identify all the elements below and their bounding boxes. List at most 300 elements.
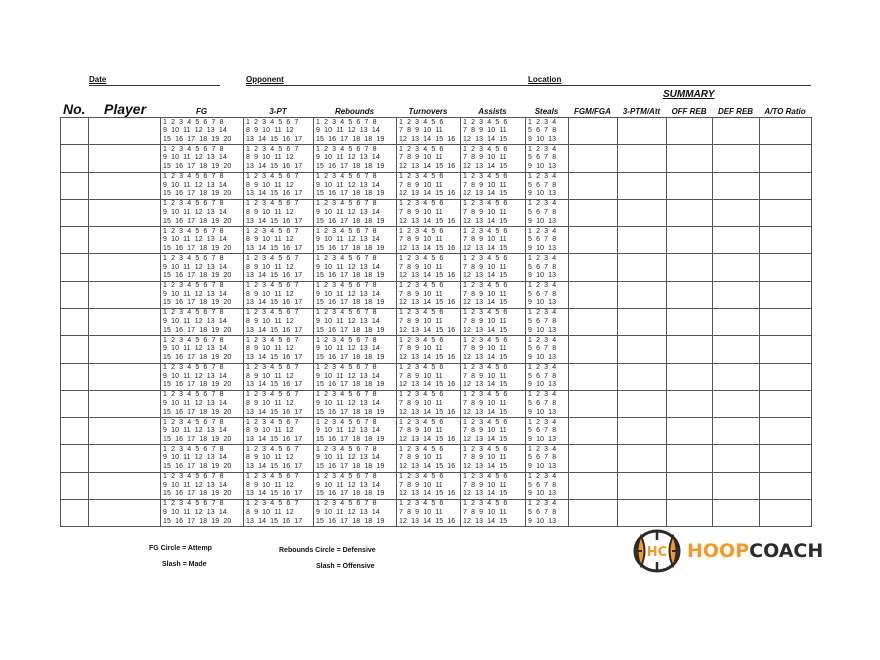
cell-rebounds[interactable] bbox=[314, 118, 397, 145]
tally-line: 13 14 15 16 17 bbox=[246, 463, 303, 471]
cell-rebounds[interactable] bbox=[314, 363, 397, 390]
cell-fgm-fga[interactable] bbox=[569, 390, 618, 417]
cell-fgm-fga[interactable] bbox=[569, 281, 618, 308]
cell-fg[interactable] bbox=[161, 172, 244, 199]
cell-3ptm-att[interactable] bbox=[618, 308, 667, 335]
cell-fg[interactable] bbox=[161, 199, 244, 226]
tally-line: 1 2 3 4 5 6 7 8 bbox=[316, 227, 377, 235]
cell-3ptm-att[interactable] bbox=[618, 336, 667, 363]
cell-no[interactable] bbox=[61, 254, 89, 281]
tally-line: 9 10 11 12 13 14 bbox=[163, 236, 227, 244]
cell-3pt[interactable] bbox=[244, 172, 314, 199]
cell-rebounds[interactable] bbox=[314, 445, 397, 472]
tally-line: 1 2 3 4 bbox=[528, 254, 557, 262]
cell-ato-ratio[interactable] bbox=[760, 254, 812, 281]
tally-line: 5 6 7 8 bbox=[528, 290, 557, 298]
cell-3ptm-att[interactable] bbox=[618, 472, 667, 499]
cell-steals[interactable] bbox=[526, 363, 569, 390]
tally-line: 1 2 3 4 5 6 7 8 bbox=[163, 445, 224, 453]
tally-line: 8 9 10 11 12 bbox=[246, 481, 294, 489]
cell-assists[interactable] bbox=[461, 118, 526, 145]
cell-def-reb[interactable] bbox=[713, 254, 760, 281]
basketball-hc-icon bbox=[632, 528, 682, 574]
cell-fg[interactable] bbox=[161, 308, 244, 335]
cell-3ptm-att[interactable] bbox=[618, 254, 667, 281]
cell-player[interactable] bbox=[89, 363, 161, 390]
cell-off-reb[interactable] bbox=[667, 418, 713, 445]
cell-3ptm-att[interactable] bbox=[618, 445, 667, 472]
cell-def-reb[interactable] bbox=[713, 281, 760, 308]
opponent-field[interactable] bbox=[246, 75, 528, 86]
cell-turnovers[interactable] bbox=[397, 281, 461, 308]
cell-3pt[interactable] bbox=[244, 363, 314, 390]
cell-no[interactable] bbox=[61, 199, 89, 226]
tally-line: 8 9 10 11 12 bbox=[246, 509, 294, 517]
cell-off-reb[interactable] bbox=[667, 445, 713, 472]
cell-off-reb[interactable] bbox=[667, 472, 713, 499]
tally-line: 9 10 11 12 13 14 bbox=[316, 345, 380, 353]
cell-fgm-fga[interactable] bbox=[569, 227, 618, 254]
tally-line: 7 8 9 10 11 bbox=[463, 481, 507, 489]
cell-3pt[interactable] bbox=[244, 445, 314, 472]
cell-ato-ratio[interactable] bbox=[760, 472, 812, 499]
cell-steals[interactable] bbox=[526, 281, 569, 308]
cell-rebounds[interactable] bbox=[314, 199, 397, 226]
tally-line: 1 2 3 4 5 6 7 8 bbox=[316, 473, 377, 481]
col-header-player: Player bbox=[104, 101, 147, 117]
cell-turnovers[interactable] bbox=[397, 308, 461, 335]
cell-steals[interactable] bbox=[526, 499, 569, 526]
cell-ato-ratio[interactable] bbox=[760, 145, 812, 172]
cell-no[interactable] bbox=[61, 418, 89, 445]
cell-steals[interactable] bbox=[526, 445, 569, 472]
cell-3pt[interactable] bbox=[244, 308, 314, 335]
cell-3pt[interactable] bbox=[244, 199, 314, 226]
cell-assists[interactable] bbox=[461, 445, 526, 472]
cell-rebounds[interactable] bbox=[314, 254, 397, 281]
tally-line: 9 10 13 bbox=[528, 353, 557, 361]
tally-line: 1 2 3 4 5 6 7 8 bbox=[163, 282, 224, 290]
location-field[interactable] bbox=[528, 75, 811, 86]
cell-fg[interactable] bbox=[161, 363, 244, 390]
cell-3ptm-att[interactable] bbox=[618, 281, 667, 308]
tally-line: 13 14 15 16 17 bbox=[246, 272, 303, 280]
tally-line: 12 13 14 15 16 bbox=[399, 299, 456, 307]
tally-line: 9 10 11 12 13 14 bbox=[163, 372, 227, 380]
tally-line: 15 16 17 18 19 20 bbox=[163, 435, 232, 443]
cell-def-reb[interactable] bbox=[713, 418, 760, 445]
date-label: Date bbox=[89, 75, 107, 84]
cell-ato-ratio[interactable] bbox=[760, 418, 812, 445]
cell-no[interactable] bbox=[61, 172, 89, 199]
tally-line: 12 13 14 15 bbox=[463, 135, 508, 143]
cell-ato-ratio[interactable] bbox=[760, 199, 812, 226]
tally-line: 13 14 15 16 17 bbox=[246, 299, 303, 307]
cell-3ptm-att[interactable] bbox=[618, 390, 667, 417]
cell-3ptm-att[interactable] bbox=[618, 199, 667, 226]
cell-fgm-fga[interactable] bbox=[569, 363, 618, 390]
cell-3pt[interactable] bbox=[244, 390, 314, 417]
cell-turnovers[interactable] bbox=[397, 445, 461, 472]
cell-def-reb[interactable] bbox=[713, 363, 760, 390]
tally-line: 13 14 15 16 17 bbox=[246, 381, 303, 389]
cell-off-reb[interactable] bbox=[667, 172, 713, 199]
tally-line: 15 16 17 18 18 19 bbox=[316, 190, 385, 198]
cell-def-reb[interactable] bbox=[713, 445, 760, 472]
cell-no[interactable] bbox=[61, 472, 89, 499]
tally-line: 8 9 10 11 12 bbox=[246, 290, 294, 298]
cell-3ptm-att[interactable] bbox=[618, 227, 667, 254]
cell-fg[interactable] bbox=[161, 336, 244, 363]
cell-off-reb[interactable] bbox=[667, 118, 713, 145]
cell-rebounds[interactable] bbox=[314, 145, 397, 172]
tally-line: 7 8 9 10 11 bbox=[399, 454, 443, 462]
tally-line: 7 8 9 10 11 bbox=[463, 399, 507, 407]
cell-turnovers[interactable] bbox=[397, 336, 461, 363]
tally-line: 1 2 3 4 5 6 7 8 bbox=[163, 418, 224, 426]
cell-off-reb[interactable] bbox=[667, 145, 713, 172]
cell-steals[interactable] bbox=[526, 254, 569, 281]
cell-steals[interactable] bbox=[526, 472, 569, 499]
cell-assists[interactable] bbox=[461, 227, 526, 254]
cell-3ptm-att[interactable] bbox=[618, 499, 667, 526]
cell-ato-ratio[interactable] bbox=[760, 499, 812, 526]
cell-off-reb[interactable] bbox=[667, 308, 713, 335]
cell-ato-ratio[interactable] bbox=[760, 172, 812, 199]
tally-line: 13 14 15 16 17 bbox=[246, 217, 303, 225]
cell-assists[interactable] bbox=[461, 363, 526, 390]
cell-turnovers[interactable] bbox=[397, 363, 461, 390]
cell-no[interactable] bbox=[61, 227, 89, 254]
tally-line: 8 9 10 11 12 bbox=[246, 236, 294, 244]
cell-steals[interactable] bbox=[526, 336, 569, 363]
cell-ato-ratio[interactable] bbox=[760, 308, 812, 335]
cell-player[interactable] bbox=[89, 308, 161, 335]
cell-turnovers[interactable] bbox=[397, 145, 461, 172]
tally-line: 1 2 3 4 bbox=[528, 282, 557, 290]
tally-line: 1 2 3 4 5 6 7 8 bbox=[316, 418, 377, 426]
cell-steals[interactable] bbox=[526, 227, 569, 254]
cell-player[interactable] bbox=[89, 472, 161, 499]
cell-player[interactable] bbox=[89, 118, 161, 145]
cell-fg[interactable] bbox=[161, 418, 244, 445]
cell-player[interactable] bbox=[89, 227, 161, 254]
cell-no[interactable] bbox=[61, 145, 89, 172]
cell-ato-ratio[interactable] bbox=[760, 118, 812, 145]
tally-line: 15 16 17 18 19 20 bbox=[163, 244, 232, 252]
cell-off-reb[interactable] bbox=[667, 281, 713, 308]
cell-fg[interactable] bbox=[161, 445, 244, 472]
cell-ato-ratio[interactable] bbox=[760, 445, 812, 472]
cell-3ptm-att[interactable] bbox=[618, 145, 667, 172]
tally-line: 9 10 11 12 13 14 bbox=[163, 127, 227, 135]
tally-line: 12 13 14 15 16 bbox=[399, 162, 456, 170]
cell-fg[interactable] bbox=[161, 472, 244, 499]
cell-assists[interactable] bbox=[461, 172, 526, 199]
cell-def-reb[interactable] bbox=[713, 145, 760, 172]
cell-player[interactable] bbox=[89, 445, 161, 472]
cell-player[interactable] bbox=[89, 499, 161, 526]
player-row bbox=[61, 199, 812, 226]
cell-no[interactable] bbox=[61, 308, 89, 335]
cell-no[interactable] bbox=[61, 118, 89, 145]
tally-line: 7 8 9 10 11 bbox=[399, 345, 443, 353]
tally-line: 9 10 13 bbox=[528, 435, 557, 443]
tally-line: 5 6 7 8 bbox=[528, 127, 557, 135]
cell-3pt[interactable] bbox=[244, 227, 314, 254]
cell-3pt[interactable] bbox=[244, 418, 314, 445]
tally-line: 9 10 11 12 13 14 bbox=[163, 427, 227, 435]
tally-line: 1 2 3 4 5 6 7 bbox=[246, 336, 299, 344]
cell-no[interactable] bbox=[61, 390, 89, 417]
tally-line: 1 2 3 4 5 6 7 bbox=[246, 418, 299, 426]
cell-3pt[interactable] bbox=[244, 281, 314, 308]
tally-line: 1 2 3 4 5 6 bbox=[463, 418, 508, 426]
player-row bbox=[61, 445, 812, 472]
cell-assists[interactable] bbox=[461, 281, 526, 308]
cell-player[interactable] bbox=[89, 199, 161, 226]
tally-line: 1 2 3 4 5 6 7 8 bbox=[316, 336, 377, 344]
cell-ato-ratio[interactable] bbox=[760, 227, 812, 254]
tally-line: 1 2 3 4 5 6 bbox=[399, 200, 444, 208]
cell-3ptm-att[interactable] bbox=[618, 363, 667, 390]
tally-line: 12 13 14 15 bbox=[463, 190, 508, 198]
cell-no[interactable] bbox=[61, 336, 89, 363]
cell-off-reb[interactable] bbox=[667, 363, 713, 390]
cell-off-reb[interactable] bbox=[667, 390, 713, 417]
cell-3ptm-att[interactable] bbox=[618, 418, 667, 445]
tally-line: 9 10 11 12 13 14 bbox=[316, 154, 380, 162]
cell-fgm-fga[interactable] bbox=[569, 445, 618, 472]
tally-line: 7 8 9 10 11 bbox=[463, 181, 507, 189]
tally-line: 1 2 3 4 5 6 bbox=[399, 418, 444, 426]
cell-player[interactable] bbox=[89, 172, 161, 199]
cell-turnovers[interactable] bbox=[397, 418, 461, 445]
tally-line: 1 2 3 4 5 6 bbox=[399, 118, 444, 126]
col-header-no: No. bbox=[63, 101, 86, 117]
cell-3pt[interactable] bbox=[244, 336, 314, 363]
cell-no[interactable] bbox=[61, 281, 89, 308]
tally-line: 9 10 11 12 13 14 bbox=[316, 372, 380, 380]
cell-ato-ratio[interactable] bbox=[760, 390, 812, 417]
cell-fgm-fga[interactable] bbox=[569, 118, 618, 145]
tally-line: 7 8 9 10 11 bbox=[463, 154, 507, 162]
cell-player[interactable] bbox=[89, 418, 161, 445]
cell-assists[interactable] bbox=[461, 336, 526, 363]
cell-fg[interactable] bbox=[161, 118, 244, 145]
cell-player[interactable] bbox=[89, 336, 161, 363]
cell-def-reb[interactable] bbox=[713, 472, 760, 499]
tally-line: 8 9 10 11 12 bbox=[246, 154, 294, 162]
cell-turnovers[interactable] bbox=[397, 199, 461, 226]
cell-fg[interactable] bbox=[161, 145, 244, 172]
tally-line: 1 2 3 4 5 6 bbox=[399, 391, 444, 399]
cell-no[interactable] bbox=[61, 363, 89, 390]
cell-3pt[interactable] bbox=[244, 472, 314, 499]
cell-off-reb[interactable] bbox=[667, 254, 713, 281]
cell-steals[interactable] bbox=[526, 308, 569, 335]
cell-player[interactable] bbox=[89, 254, 161, 281]
cell-fg[interactable] bbox=[161, 499, 244, 526]
tally-line: 9 10 11 12 13 14 bbox=[316, 236, 380, 244]
cell-fgm-fga[interactable] bbox=[569, 199, 618, 226]
cell-fgm-fga[interactable] bbox=[569, 418, 618, 445]
tally-line: 1 2 3 4 5 6 bbox=[463, 173, 508, 181]
cell-3pt[interactable] bbox=[244, 254, 314, 281]
tally-line: 12 13 14 15 16 bbox=[399, 381, 456, 389]
cell-steals[interactable] bbox=[526, 118, 569, 145]
tally-line: 13 14 15 16 17 bbox=[246, 162, 303, 170]
cell-rebounds[interactable] bbox=[314, 472, 397, 499]
cell-def-reb[interactable] bbox=[713, 499, 760, 526]
col-header-fg: FG bbox=[195, 107, 208, 116]
tally-line: 15 16 17 18 19 20 bbox=[163, 135, 232, 143]
tally-line: 8 9 10 11 12 bbox=[246, 127, 294, 135]
tally-line: 15 16 17 18 18 19 bbox=[316, 272, 385, 280]
cell-def-reb[interactable] bbox=[713, 172, 760, 199]
cell-turnovers[interactable] bbox=[397, 254, 461, 281]
cell-turnovers[interactable] bbox=[397, 390, 461, 417]
col-header-assists: Assists bbox=[478, 107, 507, 116]
opponent-label: Opponent bbox=[246, 75, 284, 84]
cell-3ptm-att[interactable] bbox=[618, 118, 667, 145]
cell-player[interactable] bbox=[89, 390, 161, 417]
tally-line: 9 10 13 bbox=[528, 299, 557, 307]
player-row bbox=[61, 472, 812, 499]
cell-fg[interactable] bbox=[161, 254, 244, 281]
tally-line: 15 16 17 18 18 19 bbox=[316, 326, 385, 334]
cell-fgm-fga[interactable] bbox=[569, 336, 618, 363]
cell-steals[interactable] bbox=[526, 199, 569, 226]
cell-def-reb[interactable] bbox=[713, 227, 760, 254]
cell-turnovers[interactable] bbox=[397, 118, 461, 145]
cell-3pt[interactable] bbox=[244, 499, 314, 526]
player-row bbox=[61, 227, 812, 254]
cell-fg[interactable] bbox=[161, 390, 244, 417]
cell-turnovers[interactable] bbox=[397, 472, 461, 499]
cell-fgm-fga[interactable] bbox=[569, 172, 618, 199]
tally-line: 1 2 3 4 5 6 bbox=[463, 145, 508, 153]
cell-def-reb[interactable] bbox=[713, 199, 760, 226]
cell-steals[interactable] bbox=[526, 390, 569, 417]
tally-line: 15 16 17 18 18 19 bbox=[316, 463, 385, 471]
cell-rebounds[interactable] bbox=[314, 390, 397, 417]
cell-rebounds[interactable] bbox=[314, 281, 397, 308]
tally-line: 1 2 3 4 bbox=[528, 364, 557, 372]
cell-player[interactable] bbox=[89, 145, 161, 172]
date-field[interactable] bbox=[89, 75, 220, 86]
tally-line: 1 2 3 4 5 6 7 bbox=[246, 227, 299, 235]
cell-off-reb[interactable] bbox=[667, 227, 713, 254]
cell-fg[interactable] bbox=[161, 227, 244, 254]
cell-3pt[interactable] bbox=[244, 118, 314, 145]
cell-no[interactable] bbox=[61, 499, 89, 526]
player-row bbox=[61, 363, 812, 390]
col-header-off-reb: OFF REB bbox=[671, 107, 707, 116]
tally-line: 1 2 3 4 5 6 bbox=[463, 282, 508, 290]
cell-steals[interactable] bbox=[526, 418, 569, 445]
tally-line: 1 2 3 4 5 6 bbox=[399, 254, 444, 262]
cell-turnovers[interactable] bbox=[397, 172, 461, 199]
cell-assists[interactable] bbox=[461, 472, 526, 499]
tally-line: 1 2 3 4 5 6 7 bbox=[246, 173, 299, 181]
tally-line: 15 16 17 18 18 19 bbox=[316, 517, 385, 525]
tally-line: 12 13 14 15 bbox=[463, 435, 508, 443]
cell-ato-ratio[interactable] bbox=[760, 363, 812, 390]
cell-rebounds[interactable] bbox=[314, 172, 397, 199]
cell-off-reb[interactable] bbox=[667, 199, 713, 226]
tally-line: 1 2 3 4 5 6 bbox=[399, 173, 444, 181]
tally-line: 5 6 7 8 bbox=[528, 236, 557, 244]
tally-line: 5 6 7 8 bbox=[528, 481, 557, 489]
cell-assists[interactable] bbox=[461, 308, 526, 335]
cell-ato-ratio[interactable] bbox=[760, 281, 812, 308]
tally-line: 15 16 17 18 19 20 bbox=[163, 353, 232, 361]
tally-line: 1 2 3 4 bbox=[528, 500, 557, 508]
cell-assists[interactable] bbox=[461, 254, 526, 281]
cell-fgm-fga[interactable] bbox=[569, 308, 618, 335]
cell-player[interactable] bbox=[89, 281, 161, 308]
cell-assists[interactable] bbox=[461, 145, 526, 172]
cell-fgm-fga[interactable] bbox=[569, 254, 618, 281]
cell-off-reb[interactable] bbox=[667, 336, 713, 363]
tally-line: 1 2 3 4 5 6 bbox=[463, 473, 508, 481]
cell-rebounds[interactable] bbox=[314, 336, 397, 363]
tally-line: 12 13 14 15 16 bbox=[399, 326, 456, 334]
cell-ato-ratio[interactable] bbox=[760, 336, 812, 363]
tally-line: 7 8 9 10 11 bbox=[463, 318, 507, 326]
tally-line: 1 2 3 4 5 6 bbox=[399, 473, 444, 481]
tally-line: 12 13 14 15 16 bbox=[399, 408, 456, 416]
cell-assists[interactable] bbox=[461, 418, 526, 445]
tally-line: 9 10 13 bbox=[528, 190, 557, 198]
cell-def-reb[interactable] bbox=[713, 118, 760, 145]
cell-steals[interactable] bbox=[526, 172, 569, 199]
cell-fgm-fga[interactable] bbox=[569, 472, 618, 499]
cell-3pt[interactable] bbox=[244, 145, 314, 172]
cell-assists[interactable] bbox=[461, 499, 526, 526]
col-header-3pt: 3-PT bbox=[269, 107, 287, 116]
cell-fg[interactable] bbox=[161, 281, 244, 308]
cell-rebounds[interactable] bbox=[314, 308, 397, 335]
cell-assists[interactable] bbox=[461, 199, 526, 226]
cell-def-reb[interactable] bbox=[713, 308, 760, 335]
cell-def-reb[interactable] bbox=[713, 336, 760, 363]
player-row bbox=[61, 418, 812, 445]
cell-fgm-fga[interactable] bbox=[569, 499, 618, 526]
cell-rebounds[interactable] bbox=[314, 418, 397, 445]
cell-turnovers[interactable] bbox=[397, 499, 461, 526]
tally-line: 9 10 11 12 13 14 bbox=[163, 154, 227, 162]
cell-3ptm-att[interactable] bbox=[618, 172, 667, 199]
tally-line: 7 8 9 10 11 bbox=[399, 318, 443, 326]
cell-rebounds[interactable] bbox=[314, 227, 397, 254]
tally-line: 7 8 9 10 11 bbox=[399, 290, 443, 298]
cell-fgm-fga[interactable] bbox=[569, 145, 618, 172]
tally-line: 9 10 13 bbox=[528, 326, 557, 334]
cell-steals[interactable] bbox=[526, 145, 569, 172]
cell-def-reb[interactable] bbox=[713, 390, 760, 417]
cell-rebounds[interactable] bbox=[314, 499, 397, 526]
cell-no[interactable] bbox=[61, 445, 89, 472]
cell-turnovers[interactable] bbox=[397, 227, 461, 254]
cell-assists[interactable] bbox=[461, 390, 526, 417]
tally-line: 9 10 11 12 13 14 bbox=[316, 208, 380, 216]
legend-reb-circle: Rebounds Circle = Defensive bbox=[279, 547, 376, 554]
cell-off-reb[interactable] bbox=[667, 499, 713, 526]
tally-line: 15 16 17 18 19 20 bbox=[163, 408, 232, 416]
tally-line: 1 2 3 4 5 6 bbox=[463, 254, 508, 262]
